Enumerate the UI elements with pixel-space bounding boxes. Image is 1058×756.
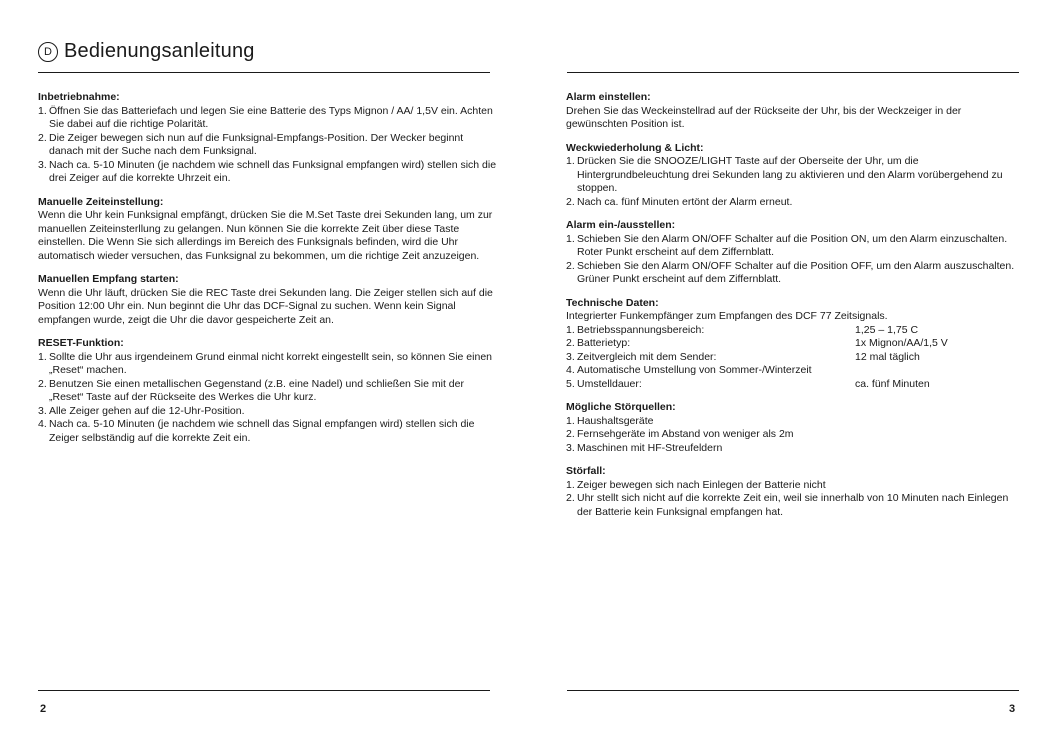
list-item [38, 132, 498, 159]
item-text: Haushaltsgeräte [577, 414, 654, 427]
list-item [566, 196, 1026, 210]
title-row [38, 40, 255, 63]
section-heading: Manuelle Zeiteinstellung: [38, 195, 164, 208]
steps-list [566, 233, 1026, 287]
item-number: 2. [38, 131, 47, 144]
list-item [566, 233, 1026, 260]
item-text: Nach ca. fünf Minuten ertönt der Alarm erneut. [577, 195, 793, 208]
item-text: Alle Zeiger gehen auf die 12-Uhr-Position. [49, 404, 245, 417]
spec-label: Betriebsspannungsbereich: [577, 323, 705, 336]
item-number: 1. [566, 478, 575, 491]
spec-row [566, 324, 948, 338]
section-heading: Technische Daten: [566, 296, 659, 309]
section-heading: Alarm ein-/ausstellen: [566, 219, 676, 231]
section-text: Wenn die Uhr läuft, drücken Sie die REC Taste drei Sekunden lang. Die Zeiger stellen sich auf die Position 12:00 Uhr ein. Nun beginnt die Uhr das DCF-Signal zu suchen. Wenn kein Signal empfangen wurde, zeigt die Uhr die davor gespeicherte Zeit an. [38, 286, 493, 326]
section-heading: Störfall: [566, 465, 606, 477]
item-text: Uhr stellt sich nicht auf die korrekte Zeit ein, weil sie innerhalb von 10 Minuten nach Einlegen der Batterie kein Funksignal empfangen hat. [577, 492, 1009, 518]
section-heading: RESET-Funktion: [38, 337, 124, 349]
bottom-rule [38, 690, 490, 691]
item-text: Sollte die Uhr aus irgendeinem Grund einmal nicht korrekt eingestellt sein, so können Sie einen „Reset“ machen. [49, 350, 492, 376]
list-item [566, 260, 1026, 287]
item-number: 2. [566, 195, 575, 208]
list-item [38, 159, 498, 186]
item-number: 1. [38, 104, 47, 117]
list-item [38, 418, 498, 445]
page-number: 3 [1009, 703, 1016, 715]
list-item [38, 351, 498, 378]
steps-list [38, 351, 498, 446]
section-text: Integrierter Funkempfänger zum Empfangen des DCF 77 Zeitsignals. [566, 310, 888, 322]
bottom-rule [567, 690, 1019, 691]
item-number: 2. [566, 492, 575, 504]
item-text: Schieben Sie den Alarm ON/OFF Schalter auf die Position OFF, um den Alarm auszuschalten. Grüner Punkt erscheint auf dem Ziffernblatt. [577, 259, 1015, 285]
left-content [38, 91, 498, 455]
language-badge: D [38, 42, 58, 62]
list-item [38, 405, 498, 419]
spec-value: ca. fünf Minuten [855, 377, 930, 390]
specs-table [566, 324, 948, 392]
item-text: Nach ca. 5-10 Minuten (je nachdem wie schnell das Funksignal empfangen wird) stellen sich die drei Zeiger auf die korrekte Uhrzeit ein. [49, 158, 497, 184]
item-text: Schieben Sie den Alarm ON/OFF Schalter auf die Position ON, um den Alarm einzuschalten. Roter Punkt erscheint auf dem Ziffernblatt. [577, 232, 1008, 258]
item-text: Nach ca. 5-10 Minuten (je nachdem wie schnell das Signal empfangen wird) stellen sich die Zeiger selbständig auf die korrekte Zeit ein. [49, 418, 475, 444]
spec-row [566, 364, 948, 378]
item-number: 2. [566, 428, 575, 440]
item-text: Die Zeiger bewegen sich nun auf die Funksignal-Empfangs-Position. Der Wecker beginnt danach mit der Suche nach dem Funksignal. [49, 131, 464, 157]
section-inbetriebnahme [38, 91, 498, 186]
item-number: 3. [566, 441, 575, 454]
item-number: 1. [566, 232, 575, 245]
section-heading: Alarm einstellen: [566, 91, 651, 103]
section-technische-daten [566, 297, 1026, 392]
item-text: Öffnen Sie das Batteriefach und legen Sie eine Batterie des Typs Mignon / AA/ 1,5V ein. Achten Sie dabei auf die richtige Polarität. [49, 104, 493, 130]
steps-list [38, 105, 498, 186]
item-text: Fernsehgeräte im Abstand von weniger als 2m [577, 428, 794, 440]
section-heading: Inbetriebnahme: [38, 91, 120, 103]
item-number: 4. [38, 418, 47, 430]
list-item [566, 415, 1026, 429]
section-text: Drehen Sie das Weckeinstellrad auf der Rückseite der Uhr, bis der Weckzeiger in der gewünschten Position ist. [566, 104, 962, 130]
item-number: 2. [566, 337, 575, 349]
spec-label: Automatische Umstellung von Sommer-/Winterzeit [577, 364, 812, 376]
section-reset-funktion [38, 337, 498, 445]
section-weckwiederholung [566, 142, 1026, 210]
item-number: 2. [566, 259, 575, 272]
spec-value: 1,25 – 1,75 C [855, 323, 919, 336]
right-page [529, 0, 1058, 756]
spec-row [566, 337, 948, 351]
section-manuellen-empfang [38, 273, 498, 327]
item-number: 3. [566, 350, 575, 363]
spec-label: Zeitvergleich mit dem Sender: [577, 350, 717, 363]
steps-list [566, 155, 1026, 209]
top-rule [38, 72, 490, 73]
section-stoerquellen [566, 401, 1026, 455]
section-heading: Weckwiederholung & Licht: [566, 141, 704, 154]
spec-value: 12 mal täglich [855, 350, 920, 363]
section-manuelle-zeiteinstellung [38, 196, 498, 264]
section-alarm-einstellen [566, 91, 1026, 132]
item-text: Zeiger bewegen sich nach Einlegen der Batterie nicht [577, 478, 826, 491]
item-number: 1. [38, 350, 47, 363]
item-number: 5. [566, 377, 575, 390]
page-title: Bedienungsanleitung [64, 40, 255, 62]
spec-label: Batterietyp: [577, 337, 631, 349]
list-item [38, 105, 498, 132]
spec-value: 1x Mignon/AA/1,5 V [855, 337, 948, 349]
item-number: 4. [566, 364, 575, 376]
section-alarm-ein-aus [566, 219, 1026, 287]
list-item [38, 378, 498, 405]
item-number: 3. [38, 404, 47, 417]
item-number: 1. [566, 414, 575, 427]
item-number: 2. [38, 377, 47, 390]
section-text: Wenn die Uhr kein Funksignal empfängt, drücken Sie die M.Set Taste drei Sekunden lang, um zur manuellen Zeiteinsterllung zu gelangen. Nun können Sie die korrekte Zeit über diese Taste einstellen. Die Wenn Sie sich allerdings im Bereich des Funksignals befinden, wird die Uhr automatisch wieder versuchen, das Funksignal zu bekommen, um die richtige Zeit anzuzeigen. [38, 209, 493, 262]
list-item [566, 442, 1026, 456]
item-text: Benutzen Sie einen metallischen Gegenstand (z.B. eine Nadel) und schließen Sie mit der „Reset“ Taste auf der Rückseite des Werkes die Uhr kurz. [49, 377, 464, 403]
item-text: Maschinen mit HF-Streufeldern [577, 441, 723, 454]
spec-label: Umstelldauer: [577, 377, 642, 390]
section-heading: Mögliche Störquellen: [566, 401, 676, 413]
item-number: 1. [566, 323, 575, 336]
steps-list [566, 415, 1026, 456]
steps-list [566, 479, 1026, 520]
page-number: 2 [40, 703, 47, 715]
item-number: 3. [38, 158, 47, 171]
list-item [566, 155, 1026, 196]
section-stoerfall [566, 465, 1026, 519]
section-heading: Manuellen Empfang starten: [38, 273, 179, 285]
spec-row [566, 378, 948, 392]
top-rule [567, 72, 1019, 73]
item-number: 1. [566, 155, 575, 167]
item-text: Drücken Sie die SNOOZE/LIGHT Taste auf der Oberseite der Uhr, um die Hintergrundbeleuchtung drei Sekunden lang zu aktivieren und den Alarm vorübergehend zu stoppen. [577, 155, 1003, 194]
list-item [566, 428, 1026, 442]
list-item [566, 492, 1026, 519]
right-content [566, 91, 1026, 529]
list-item [566, 479, 1026, 493]
spec-row [566, 351, 948, 365]
